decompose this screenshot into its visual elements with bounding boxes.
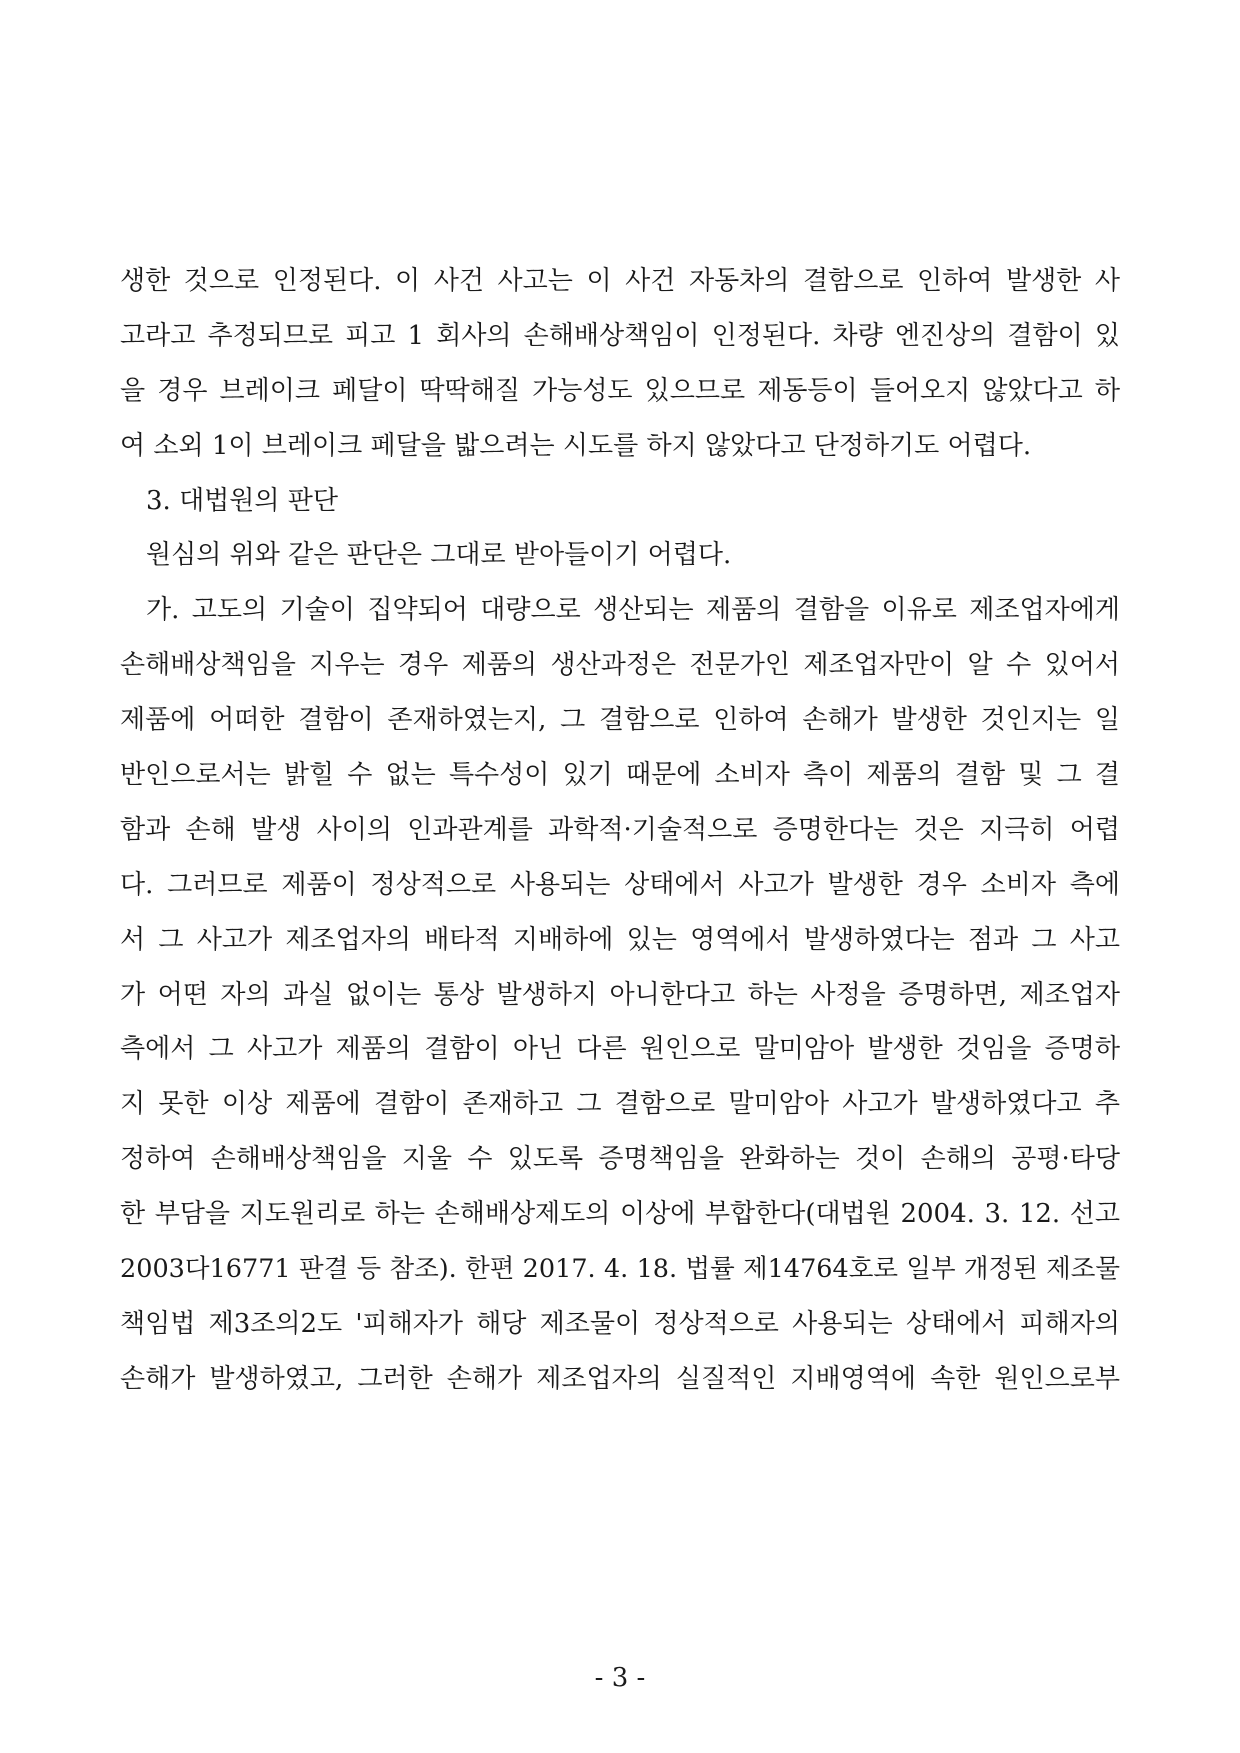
text-line: 을 경우 브레이크 페달이 딱딱해질 가능성도 있으므로 제동등이 들어오지 않았다고 하 [120,375,1120,406]
text-line: 측에서 그 사고가 제품의 결함이 아닌 다른 원인으로 말미암아 발생한 것임을 증명하 [120,1034,1120,1065]
page-number: - 3 - [594,1663,646,1693]
text-line: 반인으로서는 밝힐 수 없는 특수성이 있기 때문에 소비자 측이 제품의 결함 및 그 결 [120,760,1120,791]
paragraph-start: 가. 고도의 기술이 집약되어 대량으로 생산되는 제품의 결함을 이유로 제조업자에게 [146,595,1120,626]
text-line: 2003다16771 판결 등 참조). 한편 2017. 4. 18. 법률 제14764호로 일부 개정된 제조물 [120,1254,1120,1285]
text-line: 서 그 사고가 제조업자의 배타적 지배하에 있는 영역에서 발생하였다는 점과 그 사고 [120,924,1120,955]
text-line: 가 어떤 자의 과실 없이는 통상 발생하지 아니한다고 하는 사정을 증명하면, 제조업자 [120,979,1120,1010]
text-line: 손해가 발생하였고, 그러한 손해가 제조업자의 실질적인 지배영역에 속한 원인으로부 [120,1363,1120,1394]
text-line: 고라고 추정되므로 피고 1 회사의 손해배상책임이 인정된다. 차량 엔진상의 결함이 있 [120,320,1120,351]
text-line: 다. 그러므로 제품이 정상적으로 사용되는 상태에서 사고가 발생한 경우 소비자 측에 [120,869,1120,900]
text-line: 한 부담을 지도원리로 하는 손해배상제도의 이상에 부합한다(대법원 2004. 3. 12. 선고 [120,1199,1120,1230]
body-text [120,254,1120,1407]
text-line: 생한 것으로 인정된다. 이 사건 사고는 이 사건 자동차의 결함으로 인하여 발생한 사 [120,266,1120,296]
section-heading: 3. 대법원의 판단 [146,485,339,516]
text-line: 함과 손해 발생 사이의 인과관계를 과학적·기술적으로 증명한다는 것은 지극히 어렵 [120,814,1120,845]
text-line: 정하여 손해배상책임을 지울 수 있도록 증명책임을 완화하는 것이 손해의 공평·타당 [120,1144,1120,1175]
text-line: 원심의 위와 같은 판단은 그대로 받아들이기 어렵다. [146,540,732,571]
text-line: 책임법 제3조의2도 '피해자가 해당 제조물이 정상적으로 사용되는 상태에서 피해자의 [120,1308,1120,1339]
text-line: 제품에 어떠한 결함이 존재하였는지, 그 결함으로 인하여 손해가 발생한 것인지는 일 [120,705,1120,736]
text-line: 지 못한 이상 제품에 결함이 존재하고 그 결함으로 말미암아 사고가 발생하였다고 추 [120,1089,1120,1120]
text-line: 손해배상책임을 지우는 경우 제품의 생산과정은 전문가인 제조업자만이 알 수 있어서 [120,650,1120,681]
text-line: 여 소외 1이 브레이크 페달을 밟으려는 시도를 하지 않았다고 단정하기도 어렵다. [120,430,1032,461]
